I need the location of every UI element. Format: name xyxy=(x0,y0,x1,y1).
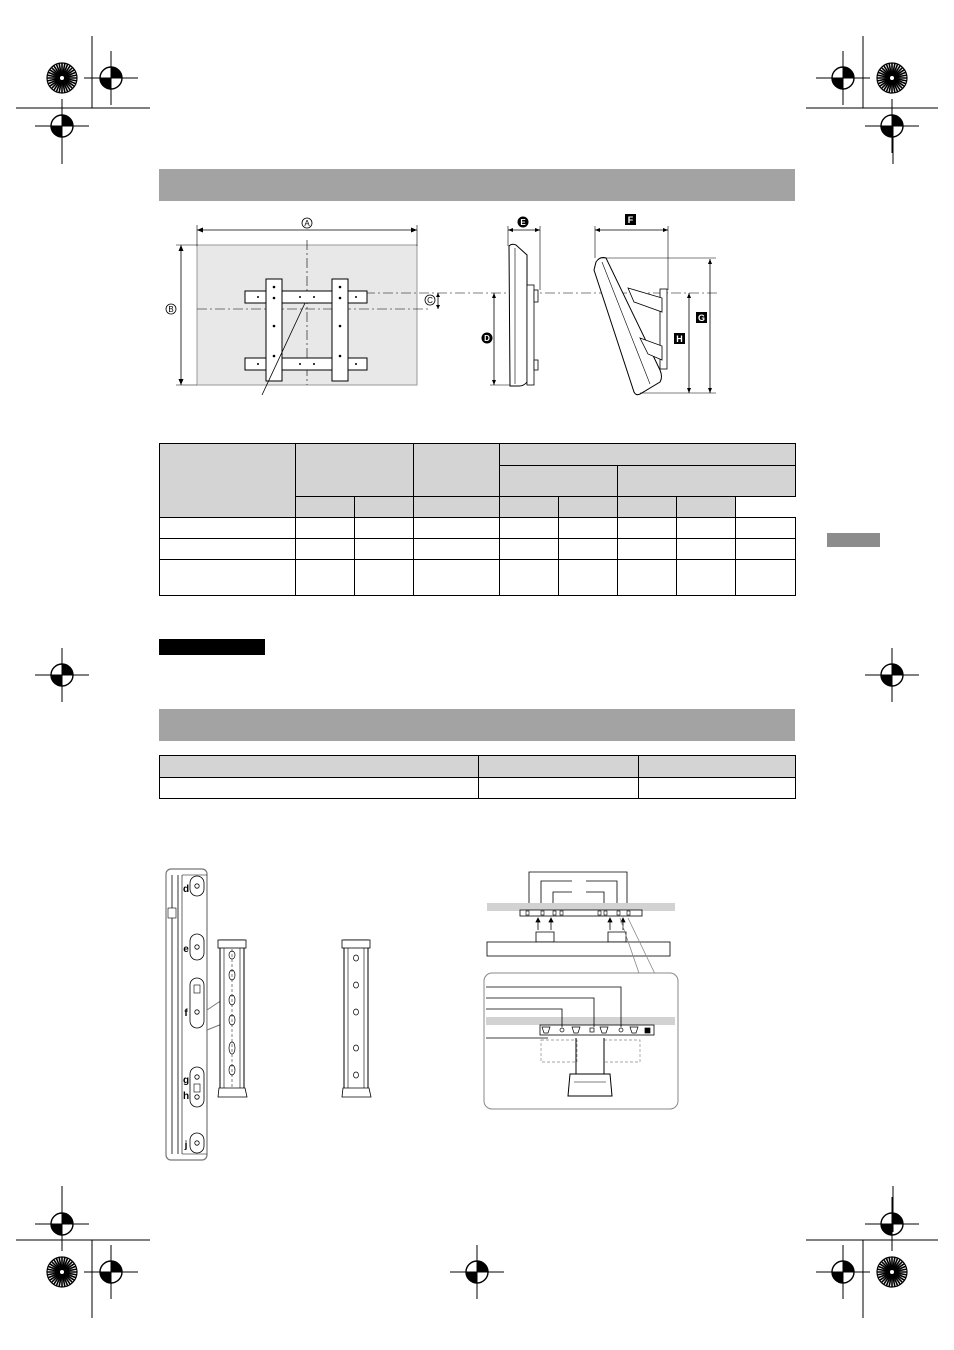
vertical-bracket-drawing xyxy=(218,940,247,1097)
diagram-label-g xyxy=(696,312,707,323)
diagram-label-f xyxy=(625,214,636,225)
registration-mark-icon xyxy=(450,1245,504,1299)
registration-mark-icon xyxy=(35,648,89,702)
crop-marks xyxy=(16,36,938,1318)
registration-mark-icon xyxy=(865,99,919,153)
svg-text:D: D xyxy=(484,334,490,343)
registration-mark-icon xyxy=(35,1197,89,1251)
registration-mark-icon xyxy=(816,51,870,105)
vertical-bracket-drawing xyxy=(342,940,371,1097)
bracket-letter: e xyxy=(183,944,189,955)
svg-text:B: B xyxy=(168,305,174,314)
registration-mark-icon xyxy=(865,1197,919,1251)
diagram-label-b xyxy=(166,304,176,314)
svg-text:H: H xyxy=(676,334,683,344)
color-target-icon xyxy=(877,1257,907,1287)
tv-tilted-view-drawing xyxy=(594,226,716,395)
diagram-label-h xyxy=(674,333,685,344)
diagram-label-e xyxy=(518,217,529,228)
bracket-letter: d xyxy=(182,884,190,895)
svg-text:A: A xyxy=(304,219,310,228)
bracket-letter: j xyxy=(184,1140,188,1151)
svg-text:G: G xyxy=(697,313,706,323)
color-target-icon xyxy=(47,63,77,93)
bracket-letter: g xyxy=(182,1075,190,1086)
diagram-label-c xyxy=(425,295,435,305)
tv-side-view-drawing xyxy=(490,226,540,386)
bracket-detail-drawing xyxy=(166,869,222,1160)
color-target-icon xyxy=(47,1257,77,1287)
svg-text:C: C xyxy=(427,296,433,305)
hook-position-drawing xyxy=(484,872,678,1109)
registration-mark-icon xyxy=(865,648,919,702)
registration-mark-icon xyxy=(35,99,89,153)
bracket-letter: h xyxy=(182,1091,190,1102)
diagram-label-a xyxy=(302,218,312,228)
registration-mark-icon xyxy=(816,1245,870,1299)
diagram-label-d xyxy=(482,333,493,344)
svg-text:E: E xyxy=(520,218,526,227)
bracket-letter: f xyxy=(184,1008,188,1019)
color-target-icon xyxy=(877,63,907,93)
svg-text:F: F xyxy=(627,215,634,225)
